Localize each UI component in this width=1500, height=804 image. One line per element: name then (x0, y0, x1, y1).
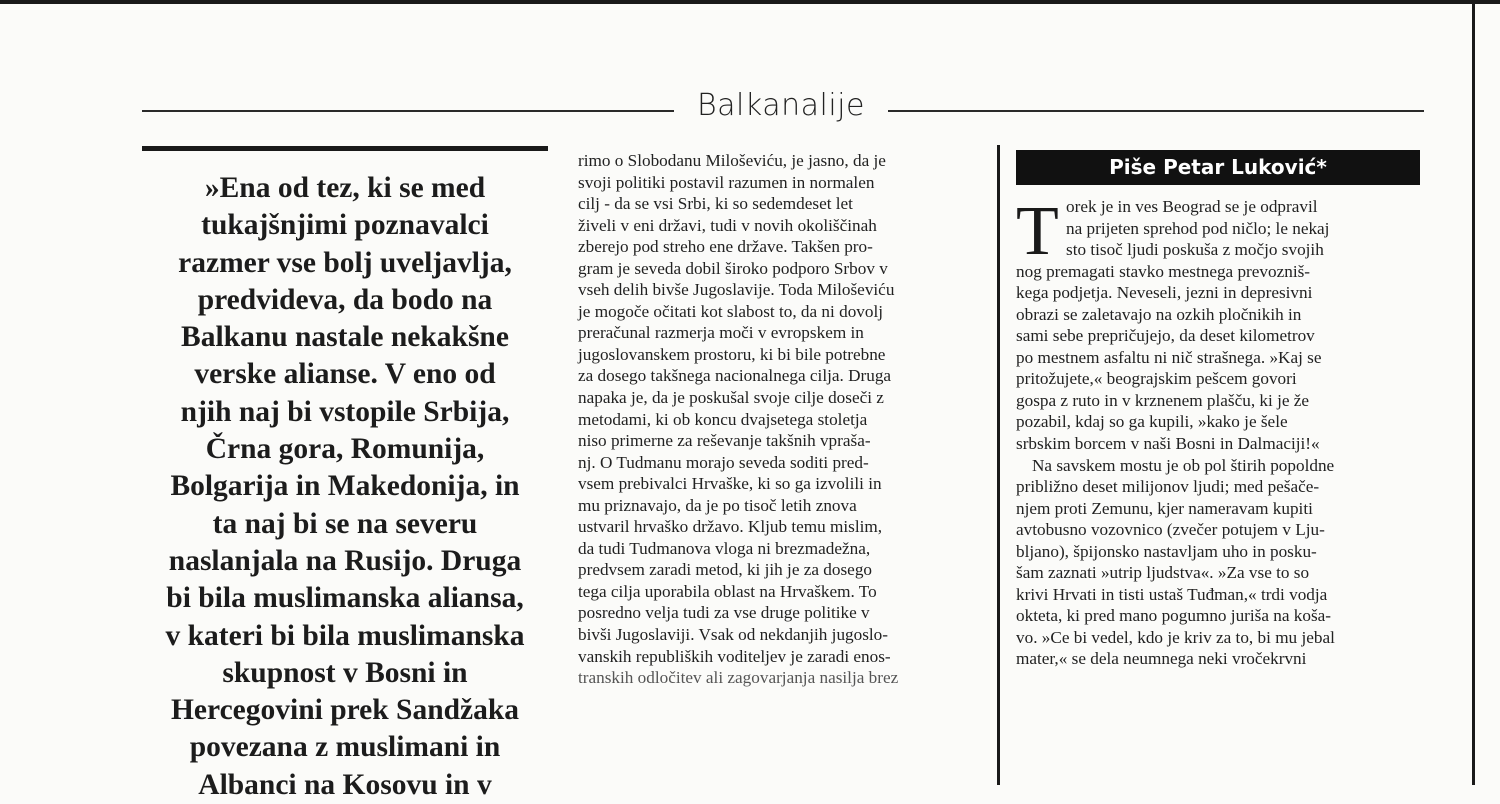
text-line: napaka je, da je poskušal svoje cilje doseči z (578, 388, 884, 408)
text-line: srbskim borcem v naši Bosni in Dalmaciji!« (1016, 434, 1320, 454)
text-line: njem proti Zemunu, kjer nameravam kupiti (1016, 498, 1313, 518)
text-line: na prijeten sprehod pod ničlo; le nekaj (1066, 218, 1330, 238)
text-line: obrazi se zaletavajo na ozkih pločnikih in (1016, 304, 1302, 324)
text-line: niso primerne za reševanje takšnih vpraša- (578, 431, 871, 451)
pull-quote-line: njih naj bi vstopile Srbija, (180, 395, 510, 428)
pull-quote-line: ta naj bi se na severu (212, 507, 478, 540)
text-line: kega podjetja. Neveseli, jezni in depresivni (1016, 283, 1313, 303)
text-line: posredno velja tudi za vse druge politike v (578, 603, 870, 623)
section-header (142, 88, 1424, 132)
text-line: predvsem zaradi metod, ki jih je za dosego (578, 560, 873, 580)
text-line: ustvaril hrvaško državo. Kljub temu mislim, (578, 517, 883, 537)
article-column-middle (578, 150, 982, 689)
text-line: svoji politiki postavil razumen in normalen (578, 172, 875, 192)
text-line: avtobusno vozovnico (zvečer potujem v Lju- (1016, 520, 1325, 540)
byline: Piše Petar Luković* (1016, 150, 1420, 185)
section-title: Balkanalije (697, 88, 865, 123)
text-line: nj. O Tudmanu morajo seveda soditi pred- (578, 452, 869, 472)
pull-quote-line: Črna gora, Romunija, (205, 433, 485, 466)
pull-quote-line: verske alianse. V eno od (194, 358, 496, 391)
text-line: zberejo pod streho ene države. Takšen pro- (578, 237, 873, 257)
pull-quote-line: Bolgarija in Makedonija, in (170, 470, 520, 503)
text-line: po mestnem asfaltu ni nič strašnega. »Kaj se (1016, 347, 1322, 367)
text-line: da tudi Tudmanova vloga ni brezmadežna, (578, 538, 871, 558)
text-line: živeli v eni državi, tudi v novih okoliščinah (578, 215, 877, 235)
pull-quote-line: bi bila muslimanska aliansa, (166, 582, 524, 615)
text-line: orek je in ves Beograd se je odpravil (1066, 197, 1318, 216)
pull-quote-line: predvideva, da bodo na (197, 283, 493, 316)
text-line: metodami, ki ob koncu dvajsetega stoletja (578, 409, 868, 429)
text-line: preračunal razmerja moči v evropskem in (578, 323, 864, 343)
text-line: vanskih republiških voditeljev je zaradi enos- (578, 646, 891, 666)
pull-quote-line: povezana z muslimani in (189, 731, 501, 764)
text-line: sto tisoč ljudi poskuša z močjo svojih (1066, 240, 1324, 260)
page-edge (1472, 0, 1475, 785)
text-line: transkih odločitev ali zagovarjanja nasilja brez (578, 668, 899, 688)
text-line: bljano), špijonsko nastavljam uho in posku- (1016, 541, 1317, 561)
header-rule-right (888, 110, 1424, 112)
text-line: gospa z ruto in v krznenem plašču, ki je že (1016, 390, 1310, 410)
pull-quote-line: »Ena od tez, ki se med (204, 172, 486, 204)
pull-quote-rule (142, 146, 548, 151)
text-line: vo. »Ce bi vedel, kdo je kriv za to, bi mu jebal (1016, 627, 1335, 647)
pull-quote-line: tukajšnjimi poznavalci (201, 209, 489, 242)
pull-quote-line: Hercegovini prek Sandžaka (170, 694, 520, 727)
text-line: gram je seveda dobil široko podporo Srbov v (578, 258, 888, 278)
text-line: bivši Jugoslaviji. Vsak od nekdanjih jugoslo- (578, 625, 889, 645)
pull-quote (138, 170, 552, 804)
drop-cap: T (1016, 193, 1059, 270)
text-line: vsem prebivalci Hrvaške, ki so ga izvolili in (578, 474, 882, 494)
text-line: mu priznavajo, da je po tisoč letih znova (578, 495, 857, 515)
text-line: pritožujete,« beograjskim pešcem govori (1016, 369, 1297, 389)
pull-quote-line: v kateri bi bila muslimanska (165, 619, 525, 652)
text-line: je mogoče očitati kot slabost to, da ni dovolj (578, 301, 884, 321)
text-line: pozabil, kdaj so ga kupili, »kako je šele (1016, 412, 1288, 432)
column-divider (997, 145, 1000, 785)
header-rule-left (142, 110, 674, 112)
text-line: krivi Hrvati in tisti ustaš Tuđman,« trdi vodja (1016, 584, 1328, 604)
pull-quote-line: skupnost v Bosni in (222, 656, 468, 689)
text-line: jugoslovanskem prostoru, ki bi bile potrebne (578, 344, 886, 364)
text-line: nog premagati stavko mestnega prevozniš- (1016, 261, 1311, 281)
text-line: približno deset milijonov ljudi; med pešače- (1016, 477, 1320, 497)
text-line: rimo o Slobodanu Miloševiću, je jasno, da je (578, 151, 886, 170)
text-line: cilj - da se vsi Srbi, ki so sedemdeset let (578, 194, 853, 214)
pull-quote-line: razmer vse bolj uveljavlja, (178, 246, 512, 279)
article-column-right (1016, 193, 1420, 670)
text-line: za dosego takšnega nacionalnega cilja. Druga (578, 366, 892, 386)
top-rule (0, 0, 1500, 4)
text-line: sami sebe prepričujejo, da deset kilometrov (1016, 326, 1315, 346)
text-line: okteta, ki pred mano pogumno juriša na koša- (1016, 606, 1332, 626)
text-line: mater,« se dela neumnega neki vročekrvni (1016, 649, 1307, 669)
pull-quote-line: Albanci na Kosovu in v (198, 768, 492, 801)
text-line: vseh delih bivše Jugoslavije. Toda Miloševiću (578, 280, 895, 300)
pull-quote-line: Balkanu nastale nekakšne (181, 321, 509, 354)
text-line: tega cilja uporabila oblast na Hrvaškem. To (578, 581, 877, 601)
pull-quote-line: naslanjala na Rusijo. Druga (168, 544, 522, 577)
text-line: šam zaznati »utrip ljudstva«. »Za vse to so (1016, 563, 1310, 583)
text-line: Na savskem mostu je ob pol štirih popoldne (1032, 455, 1335, 475)
